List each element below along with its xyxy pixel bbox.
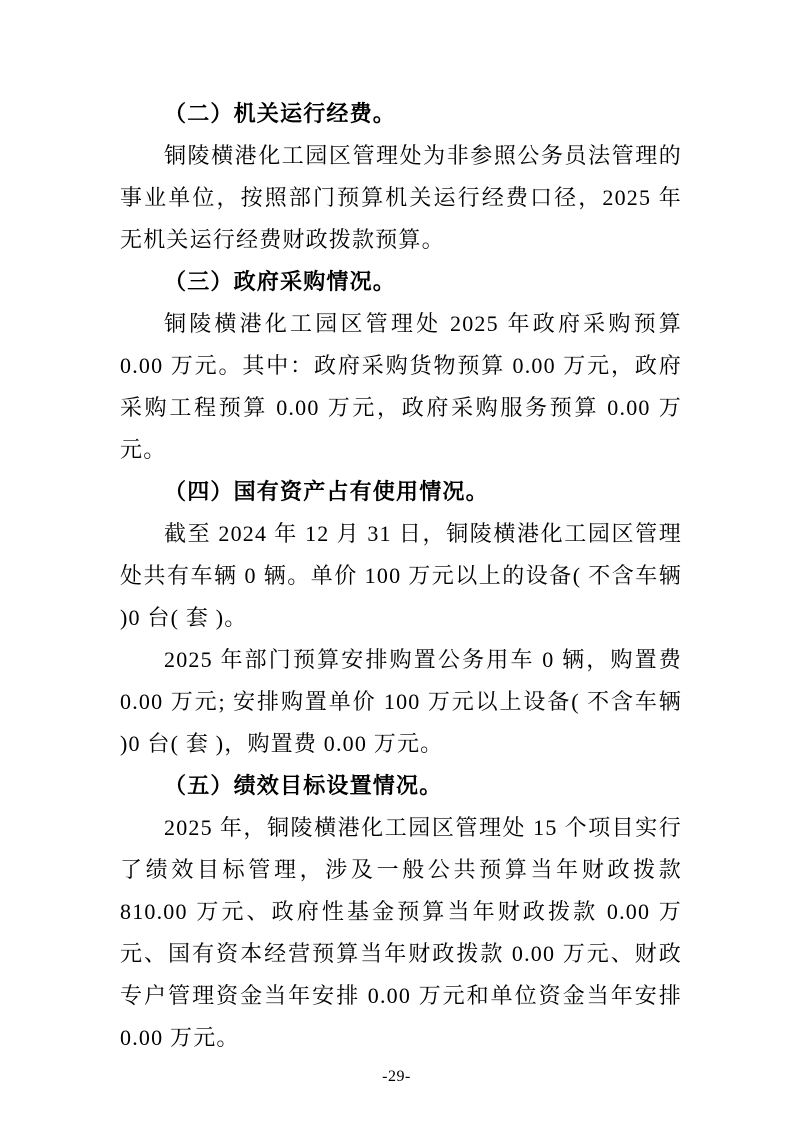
- page-number: -29-: [382, 1068, 411, 1085]
- section-heading-state-owned-assets: （四）国有资产占有使用情况。: [164, 479, 489, 504]
- paragraph-government-procurement: 铜陵横港化工园区管理处 2025 年政府采购预算 0.00 万元。其中：政府采购货物预算 0.00 万元，政府采购工程预算 0.00 万元，政府采购服务预算 0.00 万元。: [120, 311, 682, 462]
- paragraph-agency-operating-funds: 铜陵横港化工园区管理处为非参照公务员法管理的事业单位，按照部门预算机关运行经费口径，2025 年无机关运行经费财政拨款预算。: [120, 143, 682, 252]
- section-heading-government-procurement: （三）政府采购情况。: [164, 269, 397, 294]
- section-heading-performance-targets: （五）绩效目标设置情况。: [164, 773, 443, 798]
- paragraph-state-owned-assets-current: 截至 2024 年 12 月 31 日，铜陵横港化工园区管理处共有车辆 0 辆。单价 100 万元以上的设备( 不含车辆 )0 台( 套 )。: [120, 521, 682, 630]
- document-content: [120, 93, 682, 1059]
- paragraph-performance-targets: 2025 年，铜陵横港化工园区管理处 15 个项目实行了绩效目标管理，涉及一般公共预算当年财政拨款 810.00 万元、政府性基金预算当年财政拨款 0.00 万元、国有资本经营预算当年财政拨款 0.00 万元、财政专户管理资金当年安排 0.00 万元和单位资金当年安排 0.00 万元。: [120, 815, 682, 1050]
- section-heading-agency-operating-funds: （二）机关运行经费。: [164, 101, 397, 126]
- paragraph-state-owned-assets-planned: 2025 年部门预算安排购置公务用车 0 辆，购置费 0.00 万元; 安排购置单价 100 万元以上设备( 不含车辆 )0 台( 套 )，购置费 0.00 万元。: [120, 647, 682, 756]
